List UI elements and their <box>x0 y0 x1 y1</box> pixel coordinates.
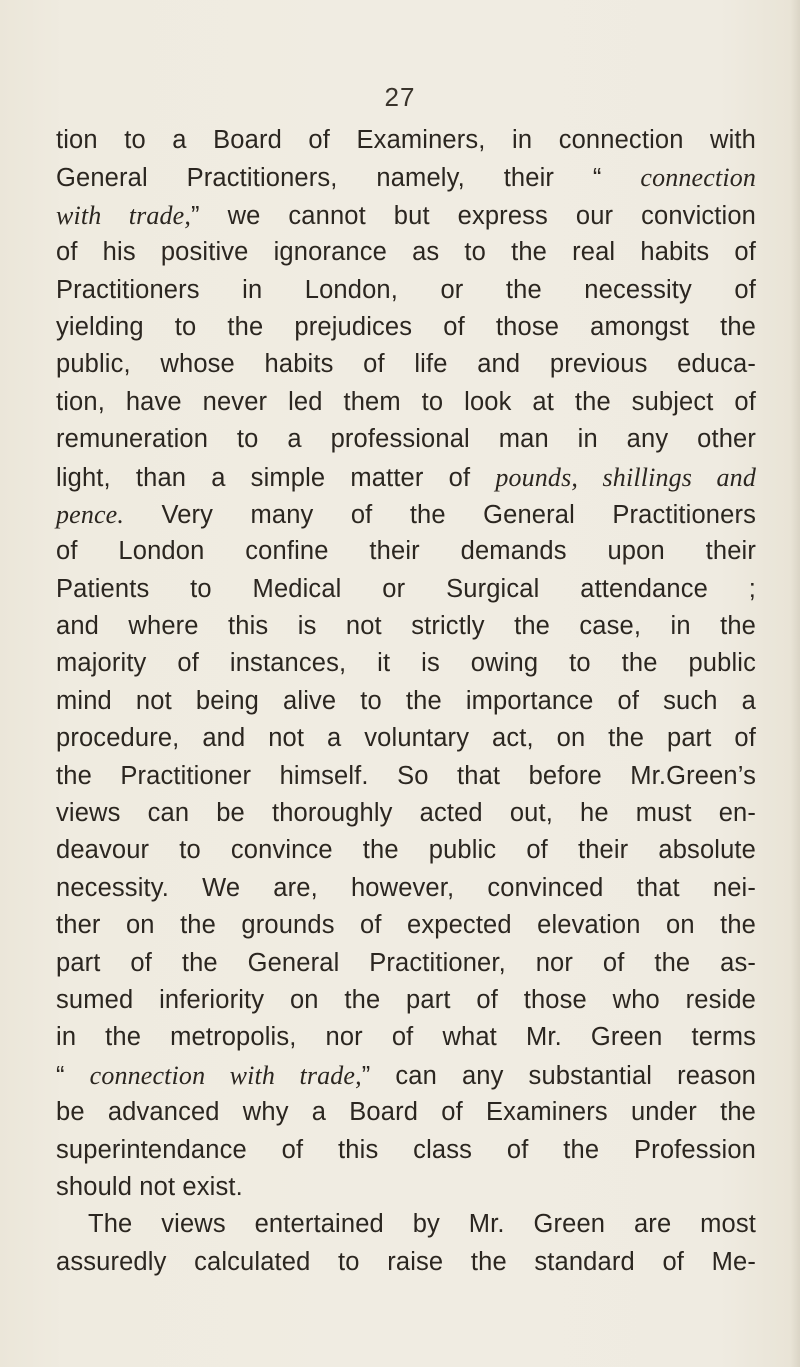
body-text <box>56 122 756 1281</box>
text-line <box>56 571 756 608</box>
text-run: light, than a simple matter of <box>56 463 496 492</box>
text-run: Very many of the General Practitioners <box>124 500 756 529</box>
text-line <box>56 459 756 496</box>
text-line <box>56 197 756 234</box>
text-line <box>56 272 756 309</box>
text-line <box>56 758 756 795</box>
text-line <box>56 683 756 720</box>
text-line <box>56 496 756 533</box>
italic-text-run: connection with trade, <box>89 1060 362 1090</box>
italic-text-run: with trade, <box>56 200 192 230</box>
italic-text-run: connection <box>640 163 756 193</box>
text-run: The views entertained by Mr. Green are most <box>88 1210 756 1239</box>
text-line <box>56 346 756 383</box>
text-line <box>56 1019 756 1056</box>
text-line <box>56 645 756 682</box>
text-run: procedure, and not a voluntary act, on the part of <box>56 724 756 753</box>
text-run: ” can any substantial reason <box>361 1061 756 1090</box>
text-run: assuredly calculated to raise the standard of Me- <box>56 1247 756 1276</box>
text-line <box>56 384 756 421</box>
text-run: views can be thoroughly acted out, he must en- <box>56 799 756 828</box>
text-line <box>56 832 756 869</box>
text-run: be advanced why a Board of Examiners under the <box>56 1098 756 1127</box>
text-run: majority of instances, it is owing to the public <box>56 649 756 678</box>
text-run: necessity. We are, however, convinced that nei- <box>56 873 756 902</box>
text-line <box>56 1169 756 1206</box>
text-run: Practitioners in London, or the necessity of <box>56 275 756 304</box>
text-line <box>56 1057 756 1094</box>
text-line <box>56 945 756 982</box>
text-line <box>56 1132 756 1169</box>
text-line <box>56 982 756 1019</box>
text-line <box>56 1094 756 1131</box>
text-run: in the metropolis, nor of what Mr. Green terms <box>56 1023 756 1052</box>
text-line <box>56 122 756 159</box>
text-run: “ <box>56 1061 90 1090</box>
text-run: the Practitioner himself. So that before Mr.Green’s <box>56 761 756 790</box>
text-line <box>56 1206 756 1243</box>
text-line <box>56 720 756 757</box>
text-line <box>56 608 756 645</box>
text-run: part of the General Practitioner, nor of the as- <box>56 948 756 977</box>
italic-text-run: pence. <box>56 499 125 529</box>
text-line <box>56 1244 756 1281</box>
text-line <box>56 533 756 570</box>
page-edge-shadow <box>790 0 800 1367</box>
text-run: sumed inferiority on the part of those who reside <box>56 985 756 1014</box>
text-line <box>56 159 756 196</box>
text-line <box>56 870 756 907</box>
text-line <box>56 907 756 944</box>
text-run: yielding to the prejudices of those amongst the <box>56 312 756 341</box>
text-run: General Practitioners, namely, their “ <box>56 164 641 193</box>
italic-text-run: pounds, shillings and <box>495 462 756 492</box>
text-run: and where this is not strictly the case, in the <box>56 612 756 641</box>
text-run: remuneration to a professional man in any other <box>56 425 756 454</box>
text-run: of his positive ignorance as to the real habits of <box>56 238 756 267</box>
text-run: ” we cannot but express our conviction <box>191 201 756 230</box>
text-run: deavour to convince the public of their absolute <box>56 836 756 865</box>
text-run: mind not being alive to the importance of such a <box>56 686 756 715</box>
text-run: tion to a Board of Examiners, in connection with <box>56 126 756 154</box>
text-run: public, whose habits of life and previous educa- <box>56 350 756 379</box>
text-line <box>56 234 756 271</box>
text-run: should not exist. <box>56 1172 243 1201</box>
text-line <box>56 421 756 458</box>
text-run: of London confine their demands upon their <box>56 537 756 566</box>
text-run: ther on the grounds of expected elevation on the <box>56 911 756 940</box>
text-line <box>56 795 756 832</box>
text-line <box>56 309 756 346</box>
page-number: 27 <box>384 82 416 112</box>
text-run: tion, have never led them to look at the subject of <box>56 387 756 416</box>
text-run: superintendance of this class of the Profession <box>56 1135 756 1164</box>
text-run: Patients to Medical or Surgical attendance ; <box>56 574 756 603</box>
